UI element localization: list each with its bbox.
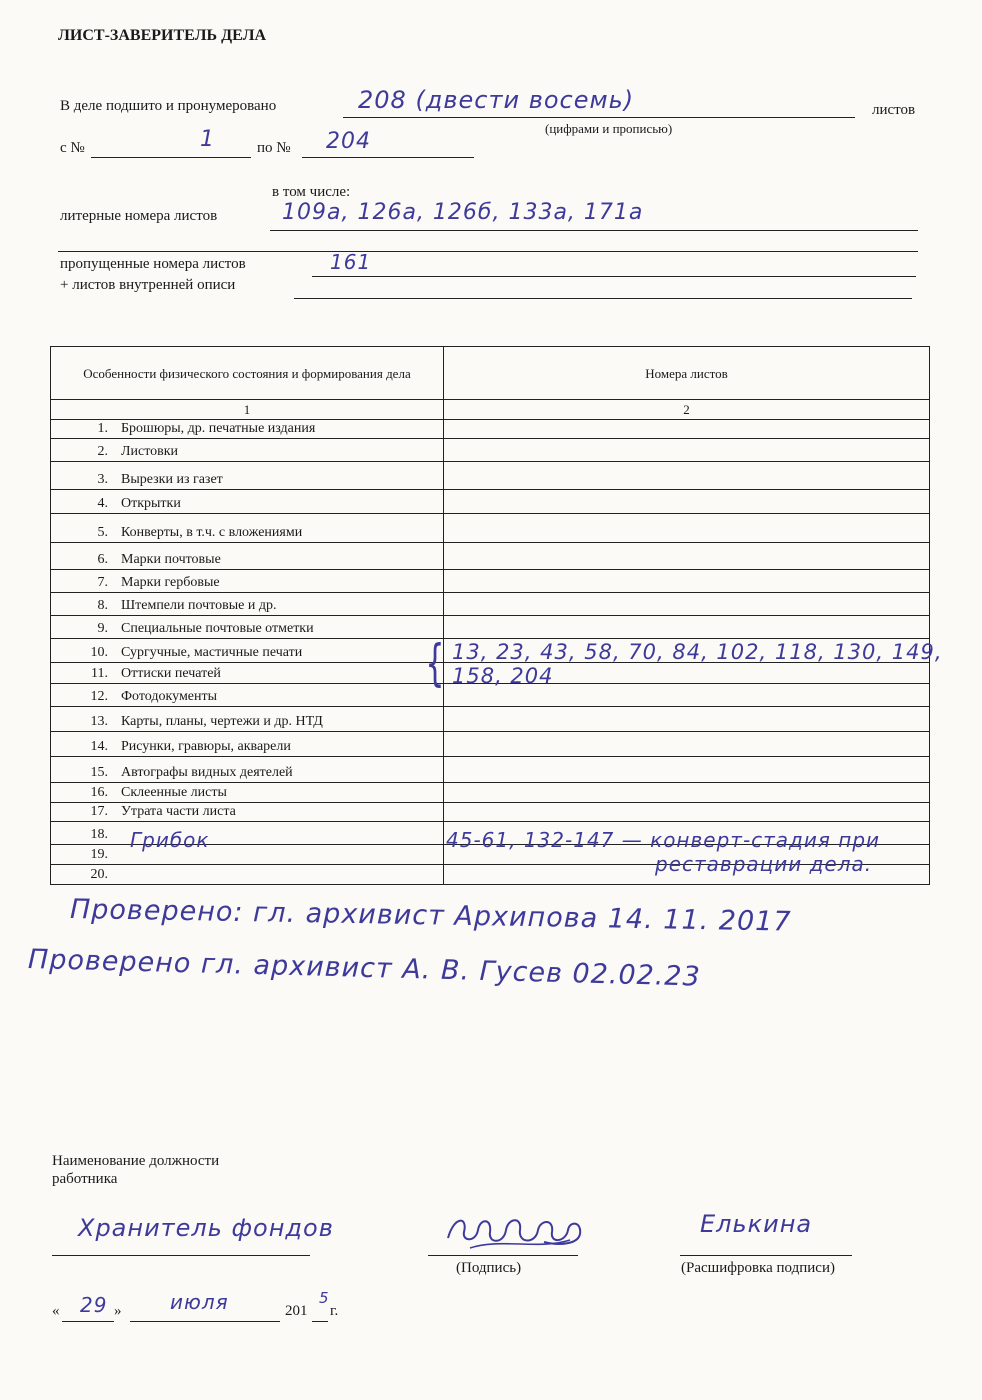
col2-index: 2 <box>444 400 930 420</box>
row-label: Карты, планы, чертежи и др. НТД <box>121 714 323 729</box>
row-feature-cell <box>51 783 444 803</box>
row-number: 16. <box>90 785 108 800</box>
table-row <box>51 420 930 439</box>
row-feature-cell <box>51 822 444 845</box>
physical-state-table <box>50 346 930 885</box>
position-label-line-1: Наименование должности <box>52 1153 220 1169</box>
table-row <box>51 707 930 732</box>
row-number: 9. <box>97 621 108 636</box>
row-feature-cell <box>51 757 444 783</box>
row-feature-cell <box>51 439 444 462</box>
row-feature-cell <box>51 593 444 616</box>
table-row <box>51 543 930 570</box>
row-number: 18. <box>90 827 108 842</box>
date-suffix: г. <box>330 1303 339 1319</box>
row-feature-cell <box>51 663 444 684</box>
row-feature-cell <box>51 865 444 885</box>
row-feature-cell <box>51 490 444 514</box>
date-year-prefix: 201 <box>285 1303 308 1319</box>
row-label: Штемпели почтовые и др. <box>121 598 277 613</box>
signature-underline <box>428 1255 578 1256</box>
row-feature-cell <box>51 514 444 543</box>
row18-handwritten-line-2: реставрации дела. <box>655 852 873 876</box>
row-feature-cell <box>51 543 444 570</box>
table-row <box>51 803 930 822</box>
row-number: 12. <box>90 689 108 704</box>
sheets-count-handwritten: 208 (двести восемь) <box>358 86 635 114</box>
letter-numbers-label: литерные номера листов <box>60 208 218 224</box>
from-number-underline <box>91 157 251 158</box>
table-row <box>51 732 930 757</box>
decode-underline <box>680 1255 852 1256</box>
row-number: 15. <box>90 765 108 780</box>
row-feature-cell <box>51 616 444 639</box>
position-label-line-2: работника <box>52 1171 118 1187</box>
page-title: ЛИСТ-ЗАВЕРИТЕЛЬ ДЕЛА <box>58 27 267 44</box>
row-number: 8. <box>97 598 108 613</box>
signature-label: (Подпись) <box>456 1260 522 1276</box>
row-label: Фотодокументы <box>121 689 218 704</box>
row-feature-cell <box>51 707 444 732</box>
row-feature-cell <box>51 803 444 822</box>
table-row <box>51 570 930 593</box>
row-sheets-cell <box>444 757 930 783</box>
row-number: 17. <box>90 804 108 819</box>
table-row <box>51 783 930 803</box>
letter-numbers-underline-2 <box>58 251 918 252</box>
row-feature-cell <box>51 462 444 490</box>
row-label: Открытки <box>121 496 181 511</box>
date-close-quote: » <box>114 1303 122 1319</box>
row-sheets-cell <box>444 616 930 639</box>
row18-handwritten-line-1: 45-61, 132-147 — конверт-стадия при <box>446 828 881 852</box>
sheets-count-underline <box>343 117 855 118</box>
verification-note-1: Проверено: гл. архивист Архипова 14. 11. 2017 <box>69 894 792 938</box>
sheets-suffix-label: листов <box>872 102 916 118</box>
sheets-count-note: (цифрами и прописью) <box>545 121 673 136</box>
row-sheets-cell <box>444 543 930 570</box>
row-number: 6. <box>97 552 108 567</box>
row-sheets-cell <box>444 593 930 616</box>
col2-header: Номера листов <box>444 347 930 400</box>
row-label: Марки гербовые <box>121 575 220 590</box>
row-number: 1. <box>97 421 108 436</box>
including-label: в том числе: <box>272 184 351 200</box>
row-sheets-cell <box>444 707 930 732</box>
skipped-numbers-underline <box>312 276 916 277</box>
row-sheets-cell <box>444 439 930 462</box>
decode-label: (Расшифровка подписи) <box>681 1260 835 1276</box>
table-row <box>51 757 930 783</box>
from-number-label: с № <box>60 140 85 156</box>
row-number: 4. <box>97 496 108 511</box>
row-label: Специальные почтовые отметки <box>121 621 314 636</box>
verification-note-2: Проверено гл. архивист А. В. Гусев 02.02.23 <box>27 944 702 993</box>
row-number: 14. <box>90 739 108 754</box>
position-handwritten: Хранитель фондов <box>78 1214 334 1242</box>
letter-numbers-underline-1 <box>270 230 918 231</box>
seals-brace-icon: { <box>425 634 445 692</box>
row-number: 13. <box>90 714 108 729</box>
letter-numbers-handwritten: 109а, 126а, 126б, 133а, 171а <box>282 200 644 225</box>
row-number: 19. <box>90 847 108 862</box>
row-label: Оттиски печатей <box>121 666 221 681</box>
seals-handwritten-line-2: 158, 204 <box>452 664 554 688</box>
row-number: 3. <box>97 472 108 487</box>
row-sheets-cell <box>444 783 930 803</box>
seals-handwritten-line-1: 13, 23, 43, 58, 70, 84, 102, 118, 130, 149, <box>452 640 943 664</box>
row-label: Листовки <box>121 444 179 459</box>
table-row <box>51 616 930 639</box>
date-day-underline <box>62 1321 114 1322</box>
row-sheets-cell <box>444 570 930 593</box>
row-sheets-cell <box>444 514 930 543</box>
signature-image <box>440 1208 600 1254</box>
row-label: Марки почтовые <box>121 552 221 567</box>
row-sheets-cell <box>444 462 930 490</box>
row-label: Утрата части листа <box>121 804 236 819</box>
date-month-handwritten: июля <box>170 1290 229 1314</box>
table-row <box>51 593 930 616</box>
to-number-handwritten: 204 <box>326 129 371 154</box>
date-year-handwritten: 5 <box>319 1289 330 1307</box>
row-label: Конверты, в т.ч. с вложениями <box>121 525 303 540</box>
internal-inventory-underline <box>294 298 912 299</box>
internal-inventory-label: + листов внутренней описи <box>60 277 236 293</box>
position-label <box>52 1152 219 1188</box>
row-feature-cell <box>51 684 444 707</box>
row-number: 5. <box>97 525 108 540</box>
to-number-label: по № <box>257 140 291 156</box>
skipped-numbers-label: пропущенные номера листов <box>60 256 246 272</box>
row-feature-cell <box>51 639 444 663</box>
date-open-quote: « <box>52 1303 60 1319</box>
row-sheets-cell <box>444 490 930 514</box>
table-row <box>51 490 930 514</box>
decode-handwritten: Елькина <box>700 1210 813 1238</box>
row-feature-cell <box>51 845 444 865</box>
row18-label-handwritten: Грибок <box>130 828 210 852</box>
to-number-underline <box>302 157 474 158</box>
row-sheets-cell <box>444 803 930 822</box>
row-label: Автографы видных деятелей <box>121 765 293 780</box>
position-underline <box>52 1255 310 1256</box>
row-feature-cell <box>51 420 444 439</box>
table-row <box>51 462 930 490</box>
table-row <box>51 439 930 462</box>
date-year-underline <box>312 1321 328 1322</box>
row-label: Рисунки, гравюры, акварели <box>121 739 291 754</box>
row-feature-cell <box>51 570 444 593</box>
sheets-count-label: В деле подшито и пронумеровано <box>60 98 277 114</box>
row-number: 20. <box>90 867 108 882</box>
table-row <box>51 514 930 543</box>
row-number: 11. <box>91 666 108 681</box>
row-sheets-cell <box>444 732 930 757</box>
row-number: 2. <box>97 444 108 459</box>
row-sheets-cell <box>444 420 930 439</box>
row-label: Сургучные, мастичные печати <box>121 645 303 660</box>
row-number: 7. <box>97 575 108 590</box>
col1-index: 1 <box>51 400 444 420</box>
date-day-handwritten: 29 <box>80 1293 108 1317</box>
from-number-handwritten: 1 <box>200 127 215 152</box>
date-month-underline <box>130 1321 280 1322</box>
row-number: 10. <box>90 645 108 660</box>
skipped-numbers-handwritten: 161 <box>330 250 372 274</box>
row-label: Брошюры, др. печатные издания <box>121 421 316 436</box>
row-label: Склеенные листы <box>121 785 227 800</box>
col1-header: Особенности физического состояния и формирования дела <box>51 347 444 400</box>
row-label: Вырезки из газет <box>121 472 223 487</box>
row-feature-cell <box>51 732 444 757</box>
